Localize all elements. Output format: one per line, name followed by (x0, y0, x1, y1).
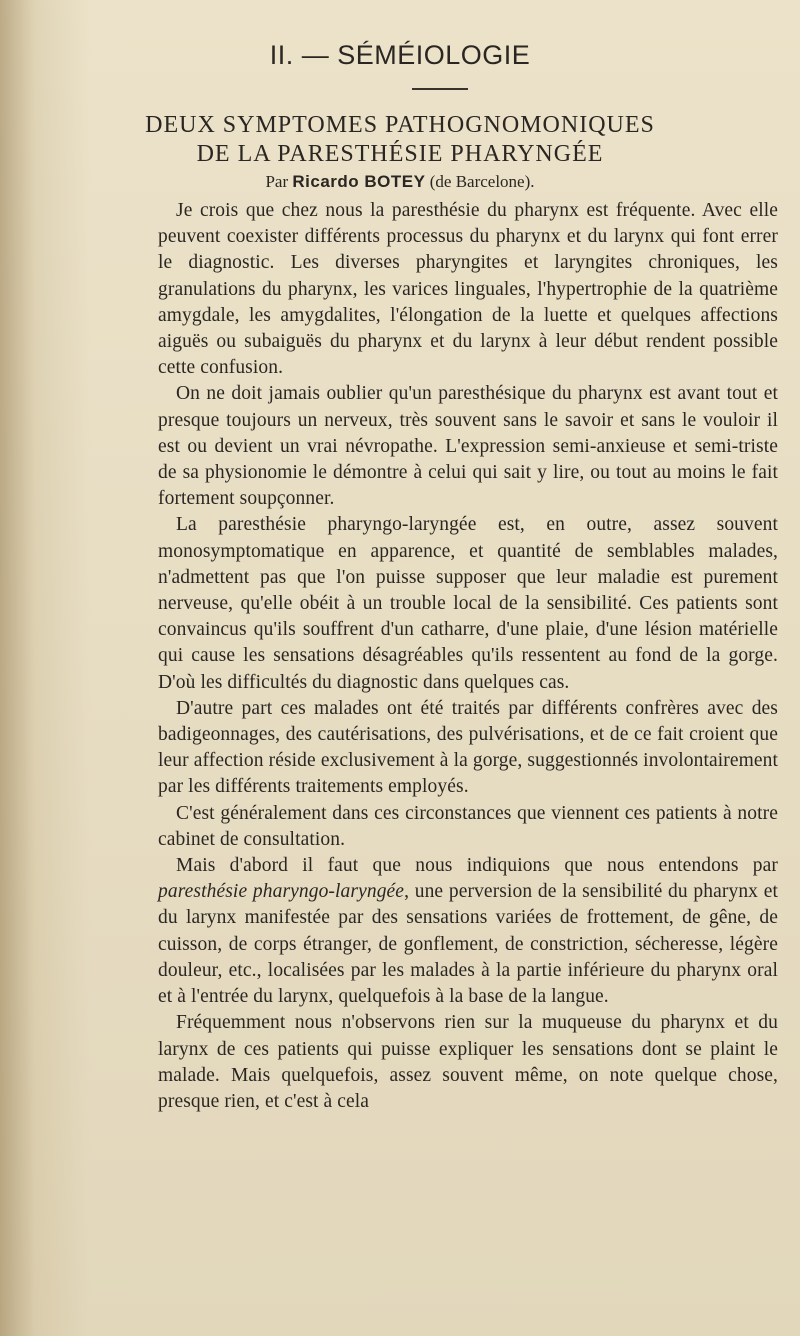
paragraph-6-lead: Mais d'abord il faut que nous indiquions que nous entendons par (176, 855, 778, 877)
paragraph-6-rest: , une perversion de la sensibilité du pharynx et du larynx manifestée par des sensations variées de frottement, de gêne, de cuisson, de corps étranger, de gonflement, de constriction, sécheresse, légère douleur, etc., localisées par les malades à la partie inférieure du pharynx oral et à l'entrée du larynx, quelquefois à la base de la langue. (158, 881, 778, 1008)
article-title-line-1: DEUX SYMPTOMES PATHOGNOMONIQUES (145, 112, 655, 138)
byline (0, 172, 800, 192)
paragraph-5: C'est généralement dans ces circonstances que viennent ces patients à notre cabinet de consultation. (158, 802, 778, 850)
paragraph-6 (158, 853, 778, 1010)
defined-term: paresthésie pharyngo-laryngée (158, 881, 405, 903)
byline-prefix: Par (265, 172, 289, 191)
paragraph-2: On ne doit jamais oublier qu'un paresthésique du pharynx est avant tout et presque toujours un nerveux, très souvent sans le savoir et sans le vouloir il est ou devient un vrai névropathe. L'expression semi-anxieuse et semi-triste de sa physionomie le démontre à celui qui sait y lire, ou tout au moins le fait fortement soupçonner. (158, 383, 778, 510)
article-title-line-2: DE LA PARESTHÉSIE PHARYNGÉE (196, 141, 604, 167)
author-location: (de Barcelone). (429, 172, 535, 191)
paragraph-1: Je crois que chez nous la paresthésie du pharynx est fréquente. Avec elle peuvent coexister différents processus du pharynx et du larynx qui font errer le diagnostic. Les diverses pharyngites et laryngites chroniques, les granulations du pharynx, les varices linguales, l'hypertrophie de la quatrième amygdale, les amygdalites, l'élongation de la luette et quelques affections aiguës ou subaiguës du pharynx et du larynx à leur début rendent possible cette confusion. (158, 200, 778, 379)
paragraph-3: La paresthésie pharyngo-laryngée est, en outre, assez souvent monosymptomatique en apparence, et quantité de semblables malades, n'admettent pas que l'on puisse supposer que leur maladie est purement nerveuse, qu'elle obéit à un trouble local de la sensibilité. Ces patients sont convaincus qu'ils souffrent d'un catharre, d'une plaie, d'une lésion matérielle qui cause les sensations désagréables qu'ils ressentent au fond de la gorge. D'où les difficultés du diagnostic dans quelques cas. (158, 514, 778, 693)
paragraph-4: D'autre part ces malades ont été traités par différents confrères avec des badigeonnages, des cautérisations, des pulvérisations, et de ce fait croient que leur affection réside exclusivement à la gorge, suggestionnés involontairement par les différents traitements employés. (158, 697, 778, 798)
author-name: Ricardo BOTEY (292, 172, 426, 191)
article-body (158, 198, 778, 1115)
section-title: II. — SÉMÉIOLOGIE (269, 40, 531, 70)
title-rule (412, 88, 468, 90)
paragraph-7: Fréquemment nous n'observons rien sur la muqueuse du pharynx et du larynx de ces patients qui puisse expliquer les sensations dont se plaint le malade. Mais quelquefois, assez souvent même, on note quelque chose, presque rien, et c'est à cela (158, 1012, 778, 1112)
